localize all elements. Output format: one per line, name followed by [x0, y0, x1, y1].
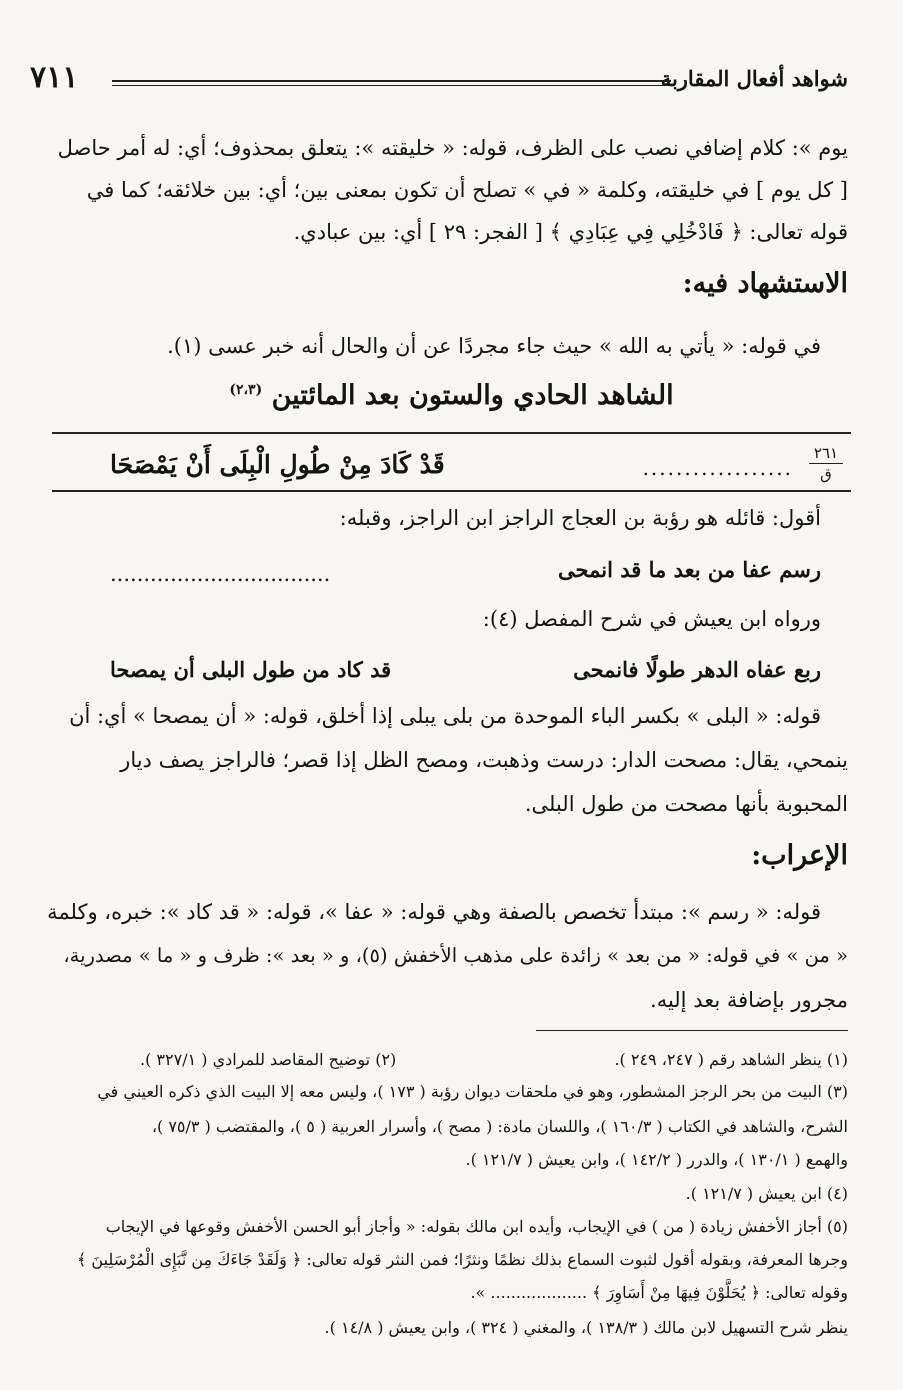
running-header-title: شواهد أفعال المقاربة — [660, 66, 848, 91]
alt-verse-first: ربع عفاه الدهر طولًا فانمحى — [573, 657, 821, 682]
istishhad-heading: الاستشهاد فيه: — [682, 268, 848, 299]
verse-meter-letter: ق — [820, 465, 832, 483]
header-rule — [112, 80, 671, 82]
verse-bottom-rule — [52, 490, 851, 492]
page-number: ٧١١ — [30, 60, 79, 95]
verse-top-rule — [52, 432, 851, 434]
aqulu-line: أقول: قائله هو رؤبة بن العجاج الراجز ابن الراجز، وقبله: — [339, 506, 821, 530]
intro-line-2: [ كل يوم ] في خليقته، وكلمة « في » تصلح أن تكون بمعنى بين؛ أي: بين خلائقه؛ كما في — [86, 178, 848, 202]
prev-verse-dots: ................................. — [110, 562, 331, 586]
footnote-5a: (٥) أجاز الأخفش زيادة ( من ) في الإيجاب، وأيده ابن مالك بقوله: « وأجاز أبو الحسن الأخفش وقوعها في الإيجاب — [105, 1217, 848, 1236]
explanation-line-1: قوله: « البلى » بكسر الباء الموحدة من بلى يبلى إذا أخلق، قوله: « أن يمصحا » أي: أن — [69, 704, 821, 728]
verse-dots: .................. — [642, 456, 793, 480]
verse-number-box — [809, 444, 843, 483]
header-rule-thin — [112, 85, 671, 86]
footnote-5d: ينظر شرح التسهيل لابن مالك ( ١٣٨/٣ )، والمغني ( ٣٢٤ )، وابن يعيش ( ١٤/٨ ). — [324, 1318, 848, 1337]
explanation-line-2: ينمحي، يقال: مصحت الدار: درست وذهبت، ومصح الظل إذا قصر؛ فالراجز يصف ديار — [120, 748, 848, 772]
footnote-3b: الشرح، والشاهد في الكتاب ( ١٦٠/٣ )، واللسان مادة: ( مصح )، وأسرار العربية ( ٥ )، والمقتضب ( ٧٥/٣ )، — [151, 1117, 848, 1136]
rawah-line: ورواه ابن يعيش في شرح المفصل (٤): — [482, 607, 821, 631]
shahid-title-text: الشاهد الحادي والستون بعد المائتين — [271, 380, 674, 411]
footnote-1: (١) ينظر الشاهد رقم ( ٢٤٧، ٢٤٩ ). — [614, 1050, 848, 1069]
alt-verse-second: قد كاد من طول البلى أن يمصحا — [110, 657, 392, 682]
explanation-line-3: المحبوبة بأنها مصحت من طول البلى. — [524, 792, 848, 816]
istishhad-text: في قوله: « يأتي به الله » حيث جاء مجردًا عن أن والحال أنه خبر عسى (١). — [167, 334, 821, 358]
footnote-rule — [536, 1030, 848, 1031]
verse-text: قَدْ كَادَ مِنْ طُولِ الْبِلَى أَنْ يَمْصَحَا — [110, 450, 445, 479]
intro-line-3: قوله تعالى: ﴿ فَادْخُلِي فِي عِبَادِي ﴾ [ الفجر: ٢٩ ] أي: بين عبادي. — [293, 220, 848, 244]
footnote-3c: والهمع ( ١٣٠/١ )، والدرر ( ١٤٢/٢ )، وابن يعيش ( ١٢١/٧ ). — [465, 1150, 848, 1169]
irab-heading: الإعراب: — [751, 840, 848, 871]
irab-line-2: « من » في قوله: « من بعد » زائدة على مذهب الأخفش (٥)، و « بعد »: ظرف و « ما » مصدرية، — [63, 944, 848, 967]
irab-line-3: مجرور بإضافة بعد إليه. — [650, 988, 848, 1012]
footnote-5b: وجرها المعرفة، وبقوله أقول لثبوت السماع بذلك نظمًا ونثرًا؛ فمن النثر قوله تعالى: ﴿ وَلَقَدْ جَاءَكَ مِن نَّبَإِى الْمُرْسَلِينَ ﴾ — [76, 1250, 848, 1269]
irab-line-1: قوله: « رسم »: مبتدأ تخصص بالصفة وهي قوله: « عفا »، قوله: « قد كاد »: خبره، وكلمة — [47, 900, 821, 924]
footnote-4: (٤) ابن يعيش ( ١٢١/٧ ). — [685, 1184, 848, 1203]
prev-verse-first: رسم عفا من بعد ما قد انمحى — [558, 557, 821, 582]
footnote-5c: وقوله تعالى: ﴿ يُحَلَّوْنَ فِيهَا مِنْ أَسَاوِرَ ﴾ ................... ». — [470, 1283, 848, 1302]
footnote-2: (٢) توضيح المقاصد للمرادي ( ٣٢٧/١ ). — [140, 1050, 397, 1069]
shahid-title — [0, 380, 903, 411]
footnote-3a: (٣) البيت من بحر الرجز المشطور، وهو في ملحقات ديوان رؤبة ( ١٧٣ )، وليس معه إلا البيت الذي ذكره العيني في — [97, 1082, 848, 1101]
intro-line-1: يوم »: كلام إضافي نصب على الظرف، قوله: « خليقته »: يتعلق بمحذوف؛ أي: له أمر حاصل — [57, 136, 848, 160]
verse-number-bar — [809, 463, 843, 464]
shahid-title-refs: (٢،٣) — [229, 382, 263, 398]
verse-number: ٢٦١ — [813, 444, 839, 462]
